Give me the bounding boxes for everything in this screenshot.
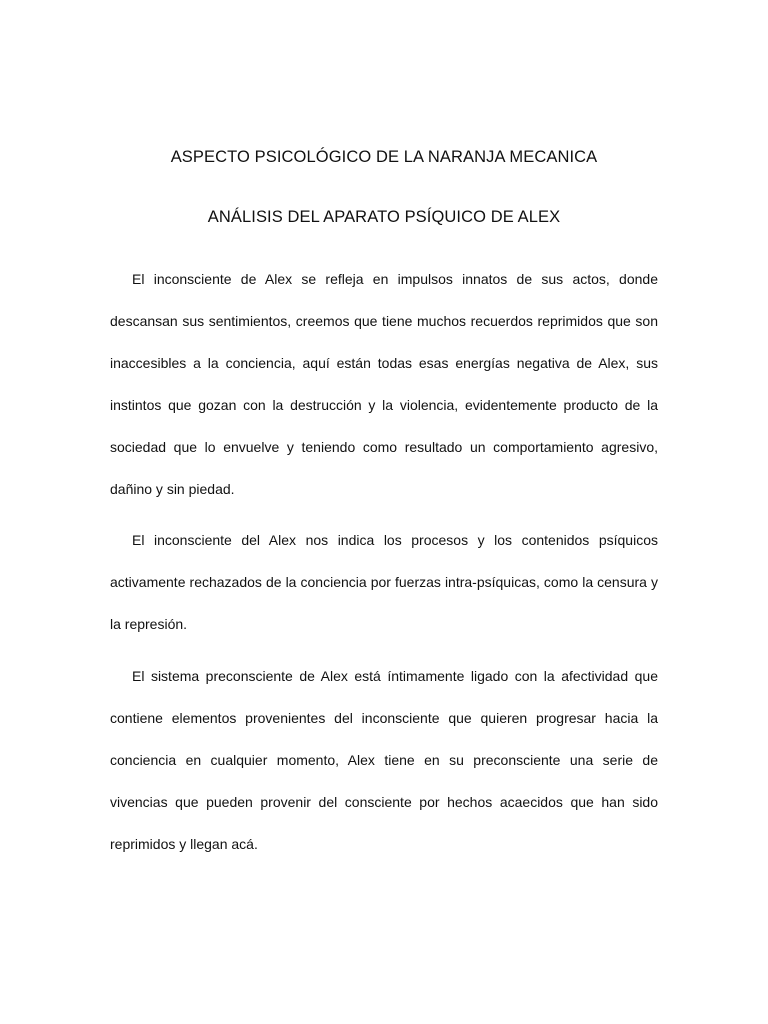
paragraph-2: El inconsciente del Alex nos indica los procesos y los contenidos psíquicos activamente rechazados de la conciencia por fuerzas intra-psíquicas, como la censura y la represión. bbox=[110, 532, 658, 632]
document-title: ASPECTO PSICOLÓGICO DE LA NARANJA MECANICA bbox=[170, 148, 598, 166]
paragraph-3: El sistema preconsciente de Alex está íntimamente ligado con la afectividad que contiene elementos provenientes del inconsciente que quieren progresar hacia la conciencia en cualquier momento, Alex tiene en su preconsciente una serie de vivencias que pueden provenir del consciente por hechos acaecidos que han sido reprimidos y llegan acá. bbox=[110, 668, 658, 852]
document-subtitle: ANÁLISIS DEL APARATO PSÍQUICO DE ALEX bbox=[207, 208, 561, 226]
paragraph-1: El inconsciente de Alex se refleja en impulsos innatos de sus actos, donde descansan sus sentimientos, creemos que tiene muchos recuerdos reprimidos que son inaccesibles a la conciencia, aquí están todas esas energías negativa de Alex, sus instintos que gozan con la destrucción y la violencia, evidentemente producto de la sociedad que lo envuelve y teniendo como resultado un comportamiento agresivo, dañino y sin piedad. bbox=[110, 271, 658, 497]
